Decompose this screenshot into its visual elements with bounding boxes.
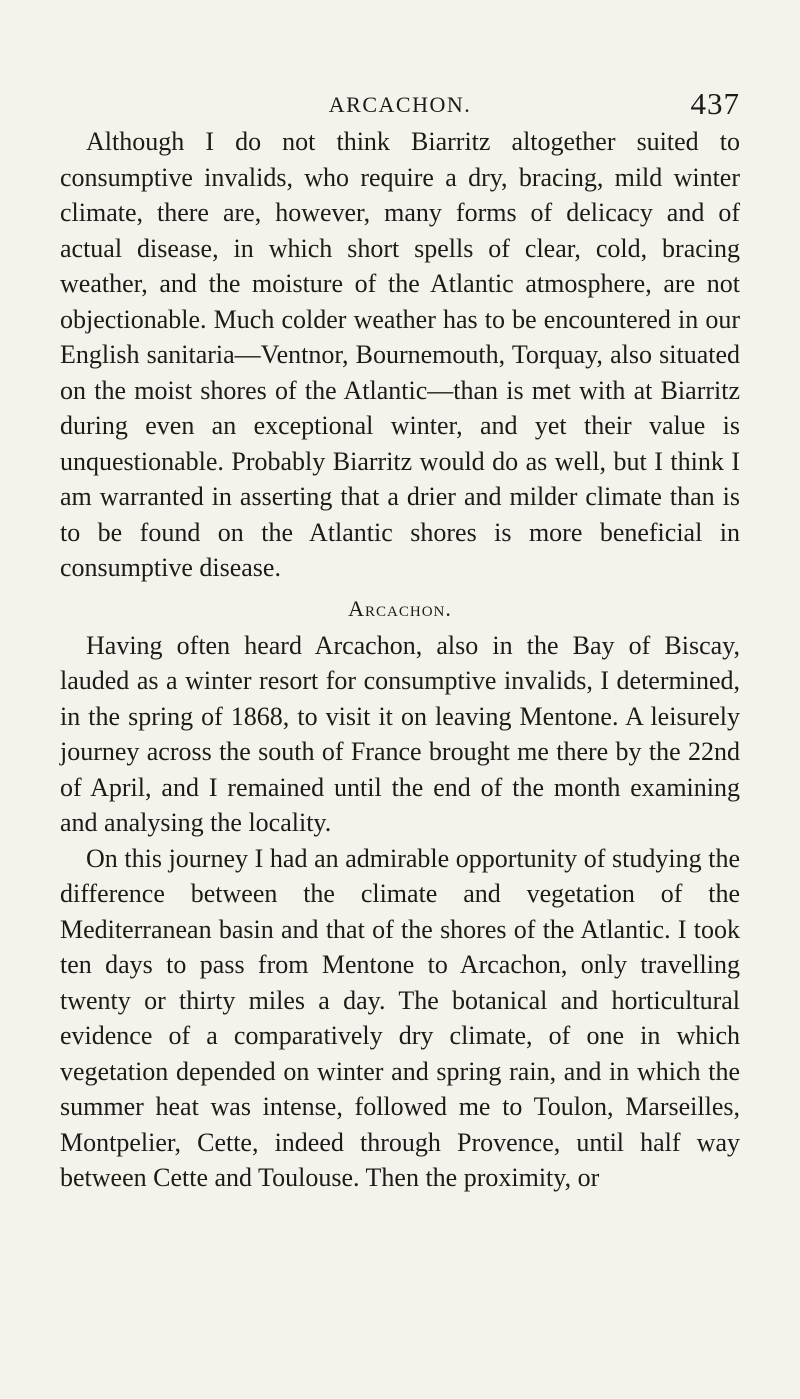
paragraph-visit-arcachon: Having often heard Arcachon, also in the Bay of Biscay, lauded as a winter resort for consumptive invalids, I determined, in the spring of 1868, to visit it on leaving Mentone. A leisurely journey across the south of France brought me there by the 22nd of April, and I remained until the end of the month examining and analysing the locality.: [60, 630, 740, 837]
paragraph-journey: On this journey I had an admirable opportunity of studying the difference between the climate and vegetation of the Mediterranean basin and that of the shores of the Atlantic. I took ten days to pass from Mentone to Arcachon, only travelling twenty or thirty miles a day. The botanical and horticultural evidence of a comparatively dry climate, of one in which vegetation depended on winter and spring rain, and in which the summer heat was intense, followed me to Toulon, Marseilles, Montpelier, Cette, indeed through Provence, until half way between Cette and Toulouse. Then the proximity, or: [60, 843, 740, 1192]
section-heading-arcachon: Arcachon.: [348, 595, 452, 621]
paragraph-biarritz: Although I do not think Biarritz altogether suited to consumptive invalids, who require a dry, bracing, mild winter climate, there are, however, many forms of delicacy and of actual disease, in which short spells of clear, cold, bracing weather, and the moisture of the Atlantic atmosphere, are not objectionable. Much colder weather has to be encountered in our English sanitaria—Ventnor, Bournemouth, Torquay, also situated on the moist shores of the Atlantic—than is met with at Biarritz during even an exceptional winter, and yet their value is unquestionable. Probably Biarritz would do as well, but I think I am warranted in asserting that a drier and milder climate than is to be found on the Atlantic shores is more beneficial in consumptive disease.: [60, 127, 740, 582]
body-text: [60, 124, 740, 1196]
page-number: 437: [690, 86, 740, 121]
running-header: [60, 88, 740, 124]
running-title: ARCACHON.: [328, 92, 472, 117]
